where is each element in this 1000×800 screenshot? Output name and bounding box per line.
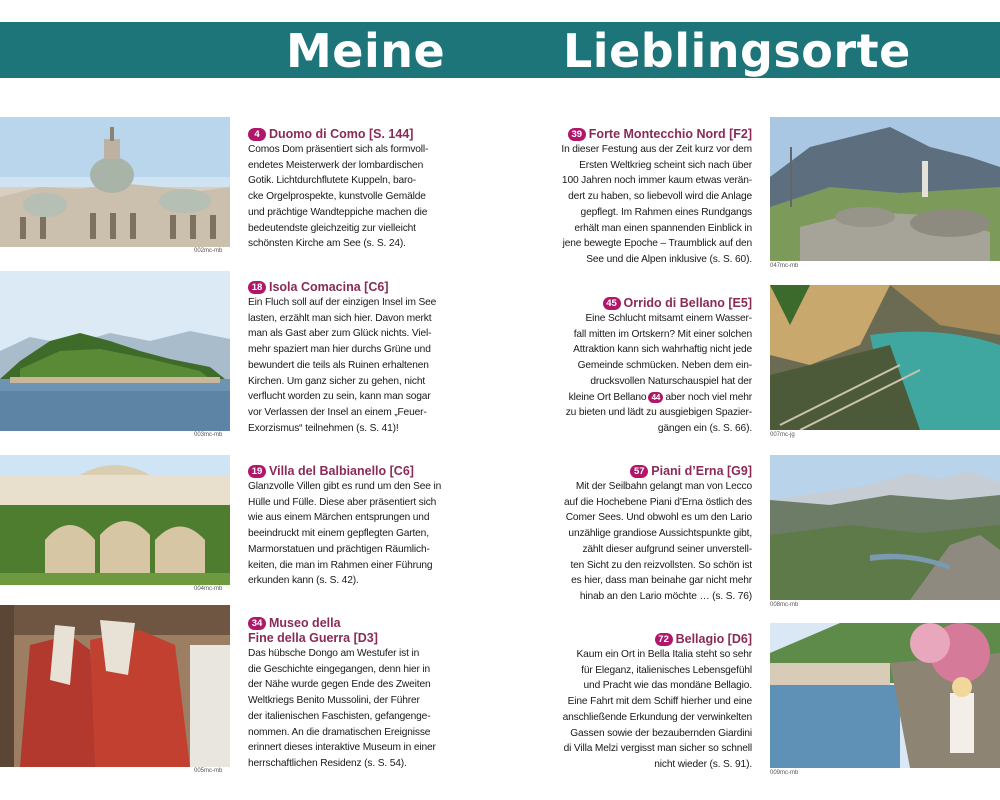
location-number-badge: 19 (248, 465, 266, 478)
text-line: Eine Fahrt mit dem Schiff hierher und eine (567, 696, 752, 708)
photo-isola-comacina (0, 271, 230, 431)
text-line: der italienischen Faschisten, gefangenge- (248, 710, 431, 722)
photo-orrido-di-bellano (770, 285, 1000, 430)
text-line: beeindruckt mit einem gepflegten Garten, (248, 528, 429, 540)
text-line: Ersten Weltkrieg scheint sich nach über (579, 159, 752, 171)
entry-bellagio (552, 632, 752, 773)
text-line: Das hübsche Dongo am Westufer ist in (248, 648, 420, 659)
text-line: zu bieten und lädt zu ausgiebigen Spazier- (565, 407, 752, 419)
location-number-badge: 45 (603, 297, 621, 310)
text-line: gepflegt. Im Rahmen eines Rundgangs (580, 206, 752, 218)
text-line: lasten, erzählt man sich hier. Davon merkt (248, 312, 432, 324)
entry-museo-della-fine-della-guerra (248, 616, 448, 772)
text-line: schönsten Kirche am See (s. S. 24). (248, 238, 406, 250)
photo-credit: 008mc-mb (770, 602, 799, 608)
text-line: Kirchen. Um ganz sicher zu gehen, nicht (248, 375, 426, 387)
photo-bellagio (770, 623, 1000, 768)
entry-text (552, 142, 752, 268)
text-line: Attraktion kann sich wahrhaftig nicht jede (573, 344, 752, 356)
entry-duomo-di-como (248, 127, 448, 252)
text-line: Glanzvolle Villen gibt es rund um den See in (248, 481, 442, 492)
entry-heading (552, 127, 752, 142)
text-line: Weltkriegs Benito Mussolini, der Führer (248, 695, 420, 707)
location-number-badge: 4 (248, 128, 266, 141)
text-line (552, 390, 752, 406)
text-fragment: kleine Ort Bellano (568, 391, 647, 403)
title-banner (0, 22, 1000, 78)
text-line: der Nähe wurde gegen Ende des Zweiten (248, 679, 431, 691)
entry-isola-comacina (248, 280, 448, 436)
entry-heading (248, 280, 448, 295)
photo-duomo-di-como (0, 117, 230, 247)
entry-title: Museo della (269, 616, 341, 630)
text-line: Comos Dom präsentiert sich als formvoll- (248, 144, 429, 155)
entry-villa-del-balbianello (248, 464, 448, 589)
text-line: vor Verlassen der Insel an einem „Feuer- (248, 406, 427, 418)
location-number-badge: 39 (568, 128, 586, 141)
photo-piani-d-erna (770, 455, 1000, 600)
entry-title: Villa del Balbianello [C6] (269, 464, 414, 478)
text-line: endetes Meisterwerk der lombardischen (248, 159, 424, 171)
text-line: Gemeinde schmücken. Neben dem ein- (577, 360, 752, 372)
entry-heading (248, 616, 448, 631)
entry-text (248, 295, 448, 436)
text-line: die Geschichte eingegangen, denn hier in (248, 663, 431, 675)
text-line: und prächtige Wandteppiche machen die (248, 206, 428, 218)
text-line: See und die Alpen inklusive (s. S. 60). (586, 253, 752, 265)
text-line: nommen. An die dramatischen Ereignisse (248, 726, 431, 738)
text-line: ten Sicht zu den reizvollsten. So schön ist (570, 559, 752, 571)
text-line: cke Orgelprospekte, kunstvolle Gemälde (248, 191, 426, 203)
entry-title: Piani d’Erna [G9] (651, 464, 752, 478)
text-line: fall mitten im Ortskern? Mit einer solchen (573, 328, 752, 340)
text-line: nicht wieder (s. S. 91). (654, 758, 752, 770)
photo-credit: 047mc-mb (770, 263, 799, 269)
text-line: drucksvollen Naturschauspiel hat der (590, 375, 752, 387)
text-fragment: aber noch viel mehr (665, 391, 752, 403)
entry-title: Forte Montecchio Nord [F2] (588, 127, 752, 141)
entry-heading (552, 464, 752, 479)
entry-text (248, 142, 448, 252)
text-line: erhält man einen spannenden Einblick in (574, 222, 752, 234)
entry-text (552, 479, 752, 605)
photo-credit: 009mc-mb (770, 770, 799, 776)
entry-orrido-di-bellano (552, 296, 752, 437)
text-line: 100 Jahren noch immer kaum etwas verän- (561, 175, 752, 187)
location-number-badge: 44 (648, 392, 663, 403)
entry-text (552, 311, 752, 437)
entry-forte-montecchio-nord (552, 127, 752, 268)
entry-title: Isola Comacina [C6] (269, 280, 389, 294)
text-line: Eine Schlucht mitsamt einem Wasser- (585, 313, 752, 324)
entry-text (248, 479, 448, 589)
entry-heading (552, 296, 752, 311)
text-line: bewundert die teils als Ruinen erhaltenen (248, 359, 429, 371)
text-line: auf die Hochebene Piani d’Erna östlich des (564, 496, 752, 508)
entry-text (552, 647, 752, 773)
title-word-1: Meine (286, 24, 446, 78)
text-line: Hülle und Fülle. Diese aber präsentiert sich (248, 496, 437, 508)
photo-museo-della-fine-della-guerra (0, 605, 230, 767)
photo-credit: 005mc-mb (194, 768, 223, 774)
text-line: dert zu haben, so liebevoll wird die Anlage (568, 191, 752, 203)
text-line: keiten, die man im Rahmen einer Führung (248, 559, 433, 571)
text-line: man als Gast aber zum Glück nichts. Viel- (248, 328, 432, 340)
text-line: zählt dieser aufgrund seiner unverstell- (582, 543, 752, 555)
location-number-badge: 34 (248, 617, 266, 630)
text-line: hinab an den Lario möchte … (s. S. 76) (579, 590, 752, 602)
text-line: bedeutendste gleichzeitig zur vielleicht (248, 222, 416, 234)
entry-heading (552, 632, 752, 647)
text-line: verflucht worden zu sein, kann man sogar (248, 391, 431, 403)
text-line: wie aus einem Märchen entsprungen und (248, 512, 430, 524)
text-line: In dieser Festung aus der Zeit kurz vor dem (561, 144, 752, 155)
entry-text (248, 646, 448, 772)
text-line: Marmorstatuen und prächtigen Räumlich- (248, 543, 430, 555)
photo-credit: 007mc-jg (770, 432, 795, 438)
text-line: herrschaftlichen Residenz (s. S. 54). (248, 757, 407, 769)
text-line: jene bewegte Epoche – Traumblick auf den (562, 238, 752, 250)
text-line: anschließende Erkundung der verwinkelten (562, 711, 752, 723)
text-line: Exorzismus“ teilnehmen (s. S. 41)! (248, 422, 399, 434)
location-number-badge: 57 (630, 465, 648, 478)
text-line: es hier, dass man beinahe gar nicht mehr (571, 575, 752, 587)
entry-heading (248, 464, 448, 479)
entry-title: Duomo di Como [S. 144] (269, 127, 414, 141)
text-line: Ein Fluch soll auf der einzigen Insel im See (248, 297, 437, 308)
entry-title: Orrido di Bellano [E5] (623, 296, 752, 310)
text-line: Comer Sees. Und obwohl es um den Lario (565, 512, 752, 524)
text-line: mehr spaziert man hier durchs Grüne und (248, 344, 431, 356)
entry-piani-d-erna (552, 464, 752, 605)
text-line: für Eleganz, italienisches Lebensgefühl (581, 664, 752, 676)
text-line: erkunden kann (s. S. 42). (248, 575, 359, 587)
text-line: Gassen sowie der bezaubernden Giardini (570, 727, 752, 739)
entry-title-line-2: Fine della Guerra [D3] (248, 631, 378, 645)
photo-forte-montecchio-nord (770, 117, 1000, 261)
text-line: und Pracht wie das mondäne Bellagio. (583, 680, 752, 692)
text-line: unzählige grandiose Aussichtspunkte gibt, (568, 528, 752, 540)
text-line: gängen ein (s. S. 66). (657, 422, 752, 434)
photo-credit: 004mc-mb (194, 586, 223, 592)
text-line: Mit der Seilbahn gelangt man von Lecco (575, 481, 752, 492)
location-number-badge: 18 (248, 281, 266, 294)
title-word-2: Lieblingsorte (563, 24, 911, 78)
photo-villa-del-balbianello (0, 455, 230, 585)
entry-title: Bellagio [D6] (675, 632, 752, 646)
text-line: di Villa Melzi vergisst man sicher so schnell (563, 743, 752, 755)
location-number-badge: 72 (655, 633, 673, 646)
photo-credit: 003mc-mb (194, 432, 223, 438)
text-line: erinnert dieses interaktive Museum in einer (248, 742, 436, 754)
text-line: Gotik. Lichtdurchflutete Kuppeln, baro- (248, 175, 417, 187)
entry-heading (248, 127, 448, 142)
photo-credit: 002mc-mb (194, 248, 223, 254)
text-line: Kaum ein Ort in Bella Italia steht so sehr (576, 649, 752, 660)
